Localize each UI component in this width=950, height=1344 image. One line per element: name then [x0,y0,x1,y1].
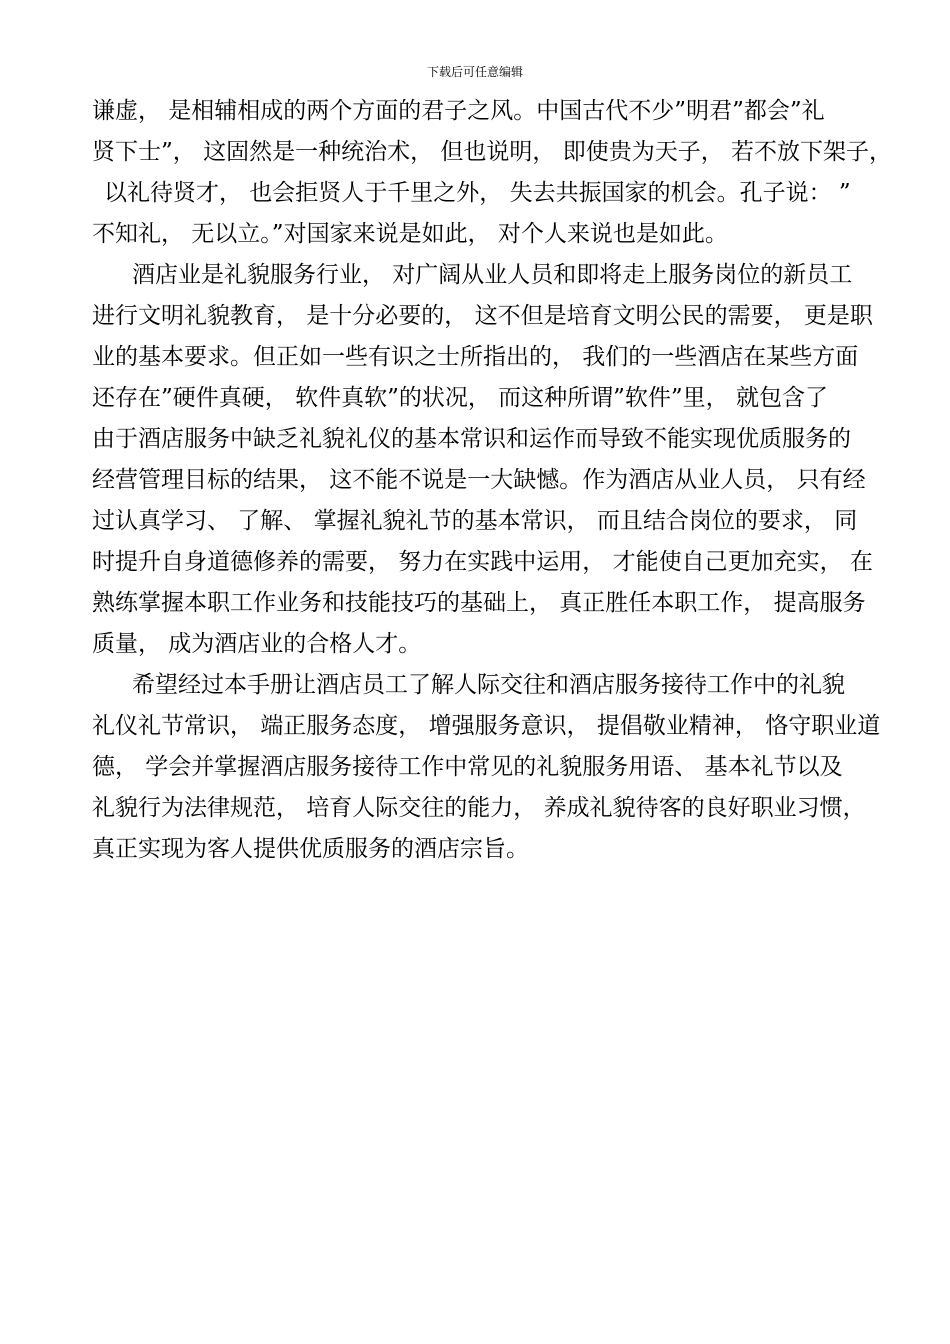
text-line: 熟练掌握本职工作业务和技能技巧的基础上， 真正胜任本职工作， 提高服务 [92,590,866,616]
text-line: 由于酒店服务中缺乏礼貌礼仪的基本常识和运作而导致不能实现优质服务的 [92,426,851,452]
paragraph-2 [92,255,873,665]
text-line: 还存在”硬件真硬， 软件真软”的状况， 而这种所谓”软件”里， 就包含了 [92,385,828,411]
page-header: 下载后可任意编辑 [426,65,523,79]
document-body [92,91,893,870]
text-line: 希望经过本手册让酒店员工了解人际交往和酒店服务接待工作中的礼貌 [132,672,845,698]
text-line: 业的基本要求。但正如一些有识之士所指出的， 我们的一些酒店在某些方面 [92,344,859,370]
text-line: 经营管理目标的结果， 这不能不说是一大缺憾。作为酒店从业人员， 只有经 [92,467,866,493]
text-line: 进行文明礼貌教育， 是十分必要的， 这不但是培育文明公民的需要， 更是职 [92,303,873,329]
text-line: 贤下士”， 这固然是一种统治术， 但也说明， 即使贵为天子， 若不放下架子， [92,139,893,165]
text-line: 以礼待贤才， 也会拒贤人于千里之外， 失去共振国家的机会。孔子说： ” [104,180,851,206]
text-line: 真正实现为客人提供优质服务的酒店宗旨。 [92,836,529,862]
text-line: 酒店业是礼貌服务行业， 对广阔从业人员和即将走上服务岗位的新员工 [132,262,853,288]
text-line: 质量， 成为酒店业的合格人才。 [92,631,422,657]
paragraph-3 [92,665,881,870]
text-line: 时提升自身道德修养的需要， 努力在实践中运用， 才能使自己更加充实， 在 [92,549,873,575]
text-line: 不知礼， 无以立。”对国家来说是如此， 对个人来说也是如此。 [92,221,728,247]
text-line: 德， 学会并掌握酒店服务接待工作中常见的礼貌服务用语、 基本礼节以及 [92,754,843,780]
text-line: 过认真学习、 了解、 掌握礼貌礼节的基本常识， 而且结合岗位的要求， 同 [92,508,858,534]
text-line: 谦虚， 是相辅相成的两个方面的君子之风。中国古代不少”明君”都会”礼 [92,98,825,124]
paragraph-1 [92,91,893,255]
text-line: 礼仪礼节常识， 端正服务态度， 增强服务意识， 提倡敬业精神， 恪守职业道 [92,713,881,739]
text-line: 礼貌行为法律规范， 培育人际交往的能力， 养成礼貌待客的良好职业习惯， [92,795,866,821]
